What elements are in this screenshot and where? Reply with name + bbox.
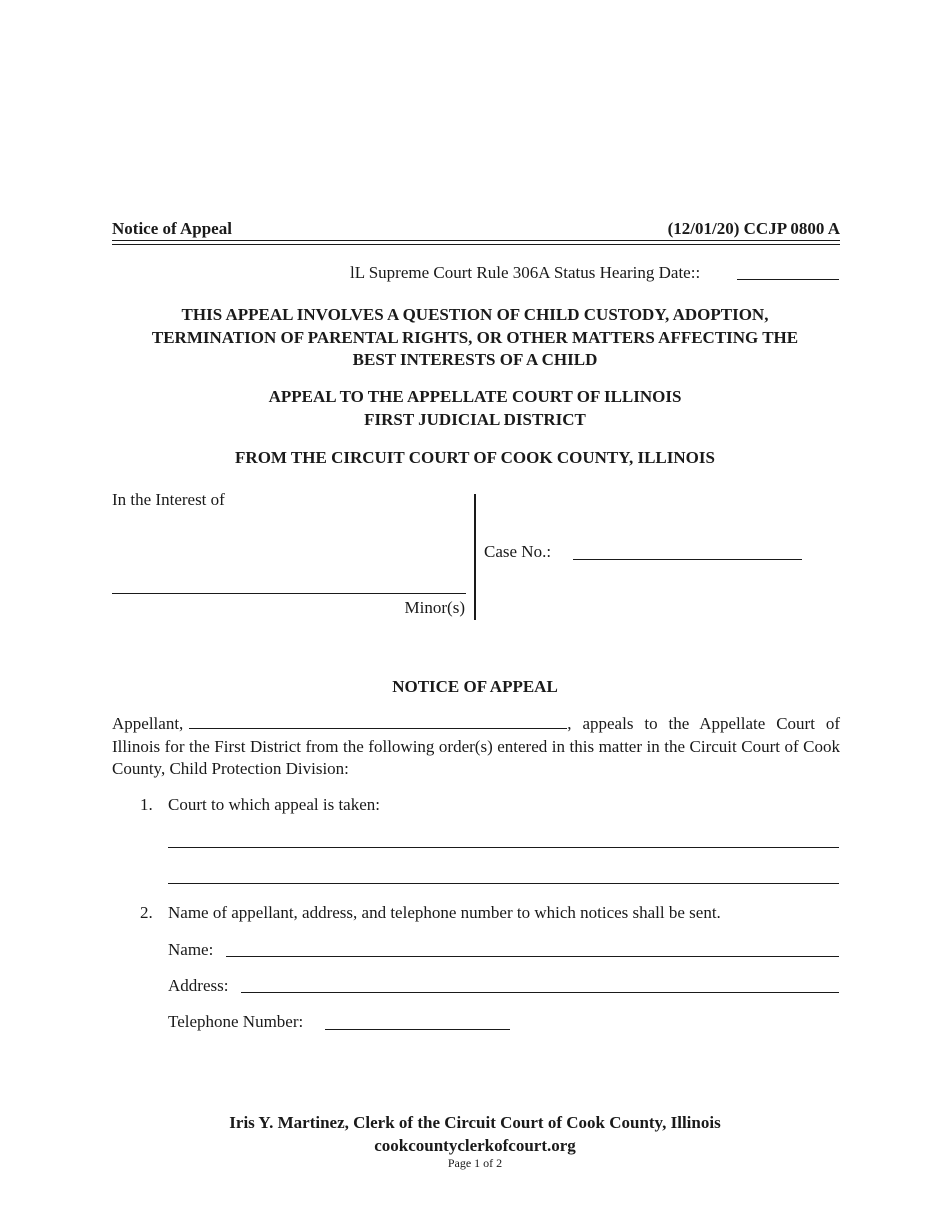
item-2-text: Name of appellant, address, and telephone number to which notices shall be sent.: [168, 903, 721, 922]
from-court-heading: FROM THE CIRCUIT COURT OF COOK COUNTY, ILLINOIS: [235, 448, 715, 467]
status-hearing-label: lL Supreme Court Rule 306A Status Hearing Date::: [350, 263, 701, 282]
appellant-label: Appellant,: [112, 714, 184, 733]
telephone-field[interactable]: [325, 1029, 510, 1030]
appeal-to-heading: [100, 386, 850, 431]
minor-name-field[interactable]: [112, 593, 466, 594]
interest-of-label: In the Interest of: [112, 490, 225, 509]
appeal-to-line-2: FIRST JUDICIAL DISTRICT: [364, 409, 586, 429]
appellant-name-field[interactable]: [189, 714, 567, 729]
child-matter-line-3: BEST INTERESTS OF A CHILD: [352, 350, 598, 369]
caption-divider: [474, 494, 476, 620]
appeal-to-line-1: APPEAL TO THE APPELLATE COURT OF ILLINOIS: [268, 387, 682, 406]
case-no-field[interactable]: [573, 559, 802, 560]
telephone-label: Telephone Number:: [168, 1012, 304, 1031]
child-matter-line-1: THIS APPEAL INVOLVES A QUESTION OF CHILD CUSTODY, ADOPTION,: [181, 305, 769, 324]
court-appeal-field-line-1[interactable]: [168, 847, 839, 848]
address-field[interactable]: [241, 992, 839, 993]
clerk-name: Iris Y. Martinez, Clerk of the Circuit Court of Cook County, Illinois: [229, 1113, 721, 1132]
appellant-paragraph-text: , appeals to the Appellate Court of Illinois for the First District from the following order(s) entered in this matter in the Circuit Court of Cook County, Child Protection Division:: [112, 714, 840, 778]
name-field[interactable]: [226, 956, 839, 957]
notice-of-appeal-heading: NOTICE OF APPEAL: [392, 677, 558, 696]
item-2-number: 2.: [140, 903, 153, 922]
minors-label: Minor(s): [404, 598, 465, 617]
item-1-number: 1.: [140, 795, 153, 814]
footer: [100, 1112, 850, 1157]
clerk-website: cookcountyclerkofcourt.org: [374, 1135, 576, 1155]
form-code: (12/01/20) CCJP 0800 A: [667, 219, 840, 238]
address-label: Address:: [168, 976, 229, 995]
item-1-text: Court to which appeal is taken:: [168, 795, 380, 814]
court-appeal-field-line-2[interactable]: [168, 883, 839, 884]
child-matter-line-2: TERMINATION OF PARENTAL RIGHTS, OR OTHER MATTERS AFFECTING THE: [151, 327, 799, 347]
page-number: Page 1 of 2: [447, 1156, 503, 1170]
form-title: Notice of Appeal: [112, 219, 232, 238]
name-label: Name:: [168, 940, 214, 959]
appellant-paragraph: [112, 713, 840, 781]
case-no-label: Case No.:: [484, 542, 552, 561]
header-rule-top: [112, 240, 840, 241]
child-matter-notice: [100, 304, 850, 372]
header-rule-bottom: [112, 244, 840, 245]
status-hearing-date-field[interactable]: [737, 279, 839, 280]
